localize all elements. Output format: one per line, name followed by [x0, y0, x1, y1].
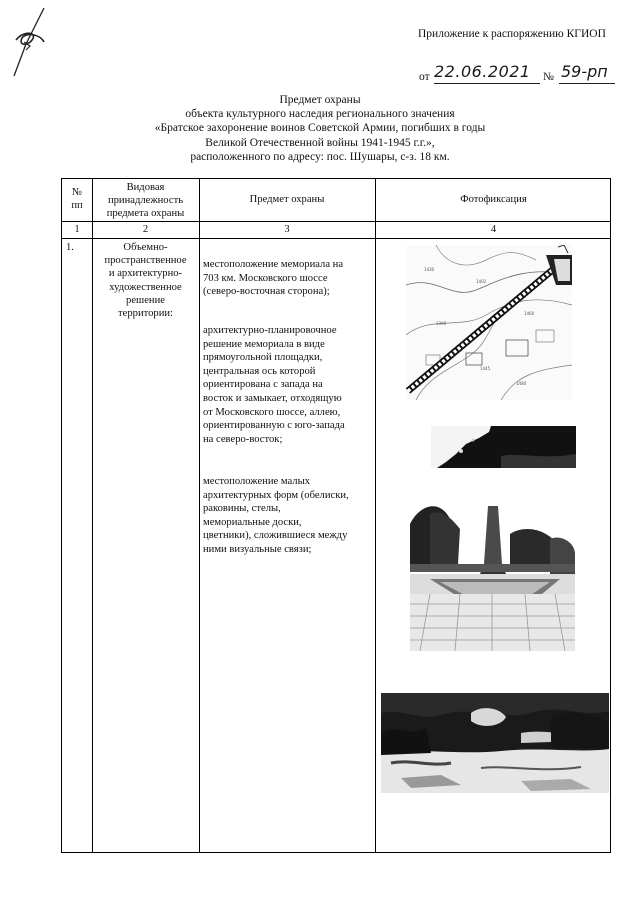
- memorial-photo: [381, 693, 609, 793]
- header-subject: Предмет охраны: [249, 194, 325, 205]
- number-prefix: №: [543, 71, 554, 83]
- document-title: [100, 93, 540, 164]
- header-category: Видовая принадлежность предмета охраны: [106, 182, 185, 220]
- protection-table: [61, 178, 611, 853]
- date-prefix: от: [419, 71, 430, 83]
- svg-text:1460: 1460: [524, 311, 535, 316]
- svg-text:1390: 1390: [436, 321, 447, 326]
- site-plan-map: [406, 245, 572, 400]
- svg-text:1430: 1430: [424, 267, 435, 272]
- order-date-line: [419, 62, 619, 88]
- subject-item: архитектурно-планировочное решение мемориала в виде прямоугольной площадки, центральная ось которой ориентирована с запада на восток и замыкает, отходящую от Московского шоссе, аллею, ориентированную с юго-запада на северо-восток;: [203, 325, 345, 445]
- column-number: 3: [284, 224, 290, 235]
- appendix-label: Приложение к распоряжению КГИОП: [418, 28, 606, 40]
- row-number: 1.: [66, 242, 74, 253]
- title-line: «Братское захоронение воинов Советской Армии, погибших в годы: [154, 122, 486, 135]
- column-divider: [375, 179, 376, 852]
- header-photo: Фотофиксация: [460, 194, 527, 205]
- memorial-photo: [410, 494, 575, 651]
- category-cell: Объемно- пространственное и архитектурно- художественное решение территории:: [104, 242, 187, 320]
- subject-item: местоположение мемориала на 703 км. Московского шоссе (северо-восточная сторона);: [203, 259, 344, 298]
- svg-text:1402: 1402: [476, 279, 487, 284]
- order-number: 59-рп: [561, 62, 608, 81]
- memorial-photo: [431, 426, 576, 468]
- header-number: № пп: [71, 187, 83, 212]
- column-number: 4: [490, 224, 497, 235]
- column-divider: [199, 179, 200, 852]
- row-divider: [62, 221, 610, 222]
- signature-icon: [4, 6, 50, 80]
- svg-text:1480: 1480: [516, 381, 527, 386]
- title-line: расположенного по адресу: пос. Шушары, с-з. 18 км.: [190, 150, 450, 163]
- date-underline: [434, 83, 540, 84]
- title-line: объекта культурного наследия регионального значения: [185, 108, 455, 121]
- subject-item: местоположение малых архитектурных форм (обелиски, раковины, стелы, мемориальные доски, цветники), сложившиеся между ними визуальные связи;: [203, 476, 349, 555]
- title-line: Великой Отечественной войны 1941-1945 г.г.»,: [205, 136, 435, 149]
- row-divider: [62, 238, 610, 239]
- number-underline: [559, 83, 615, 84]
- column-number: 1: [74, 224, 80, 235]
- svg-text:1445: 1445: [480, 366, 491, 371]
- column-number: 2: [142, 224, 149, 235]
- title-line: Предмет охраны: [279, 94, 361, 106]
- order-date: 22.06.2021: [434, 62, 531, 81]
